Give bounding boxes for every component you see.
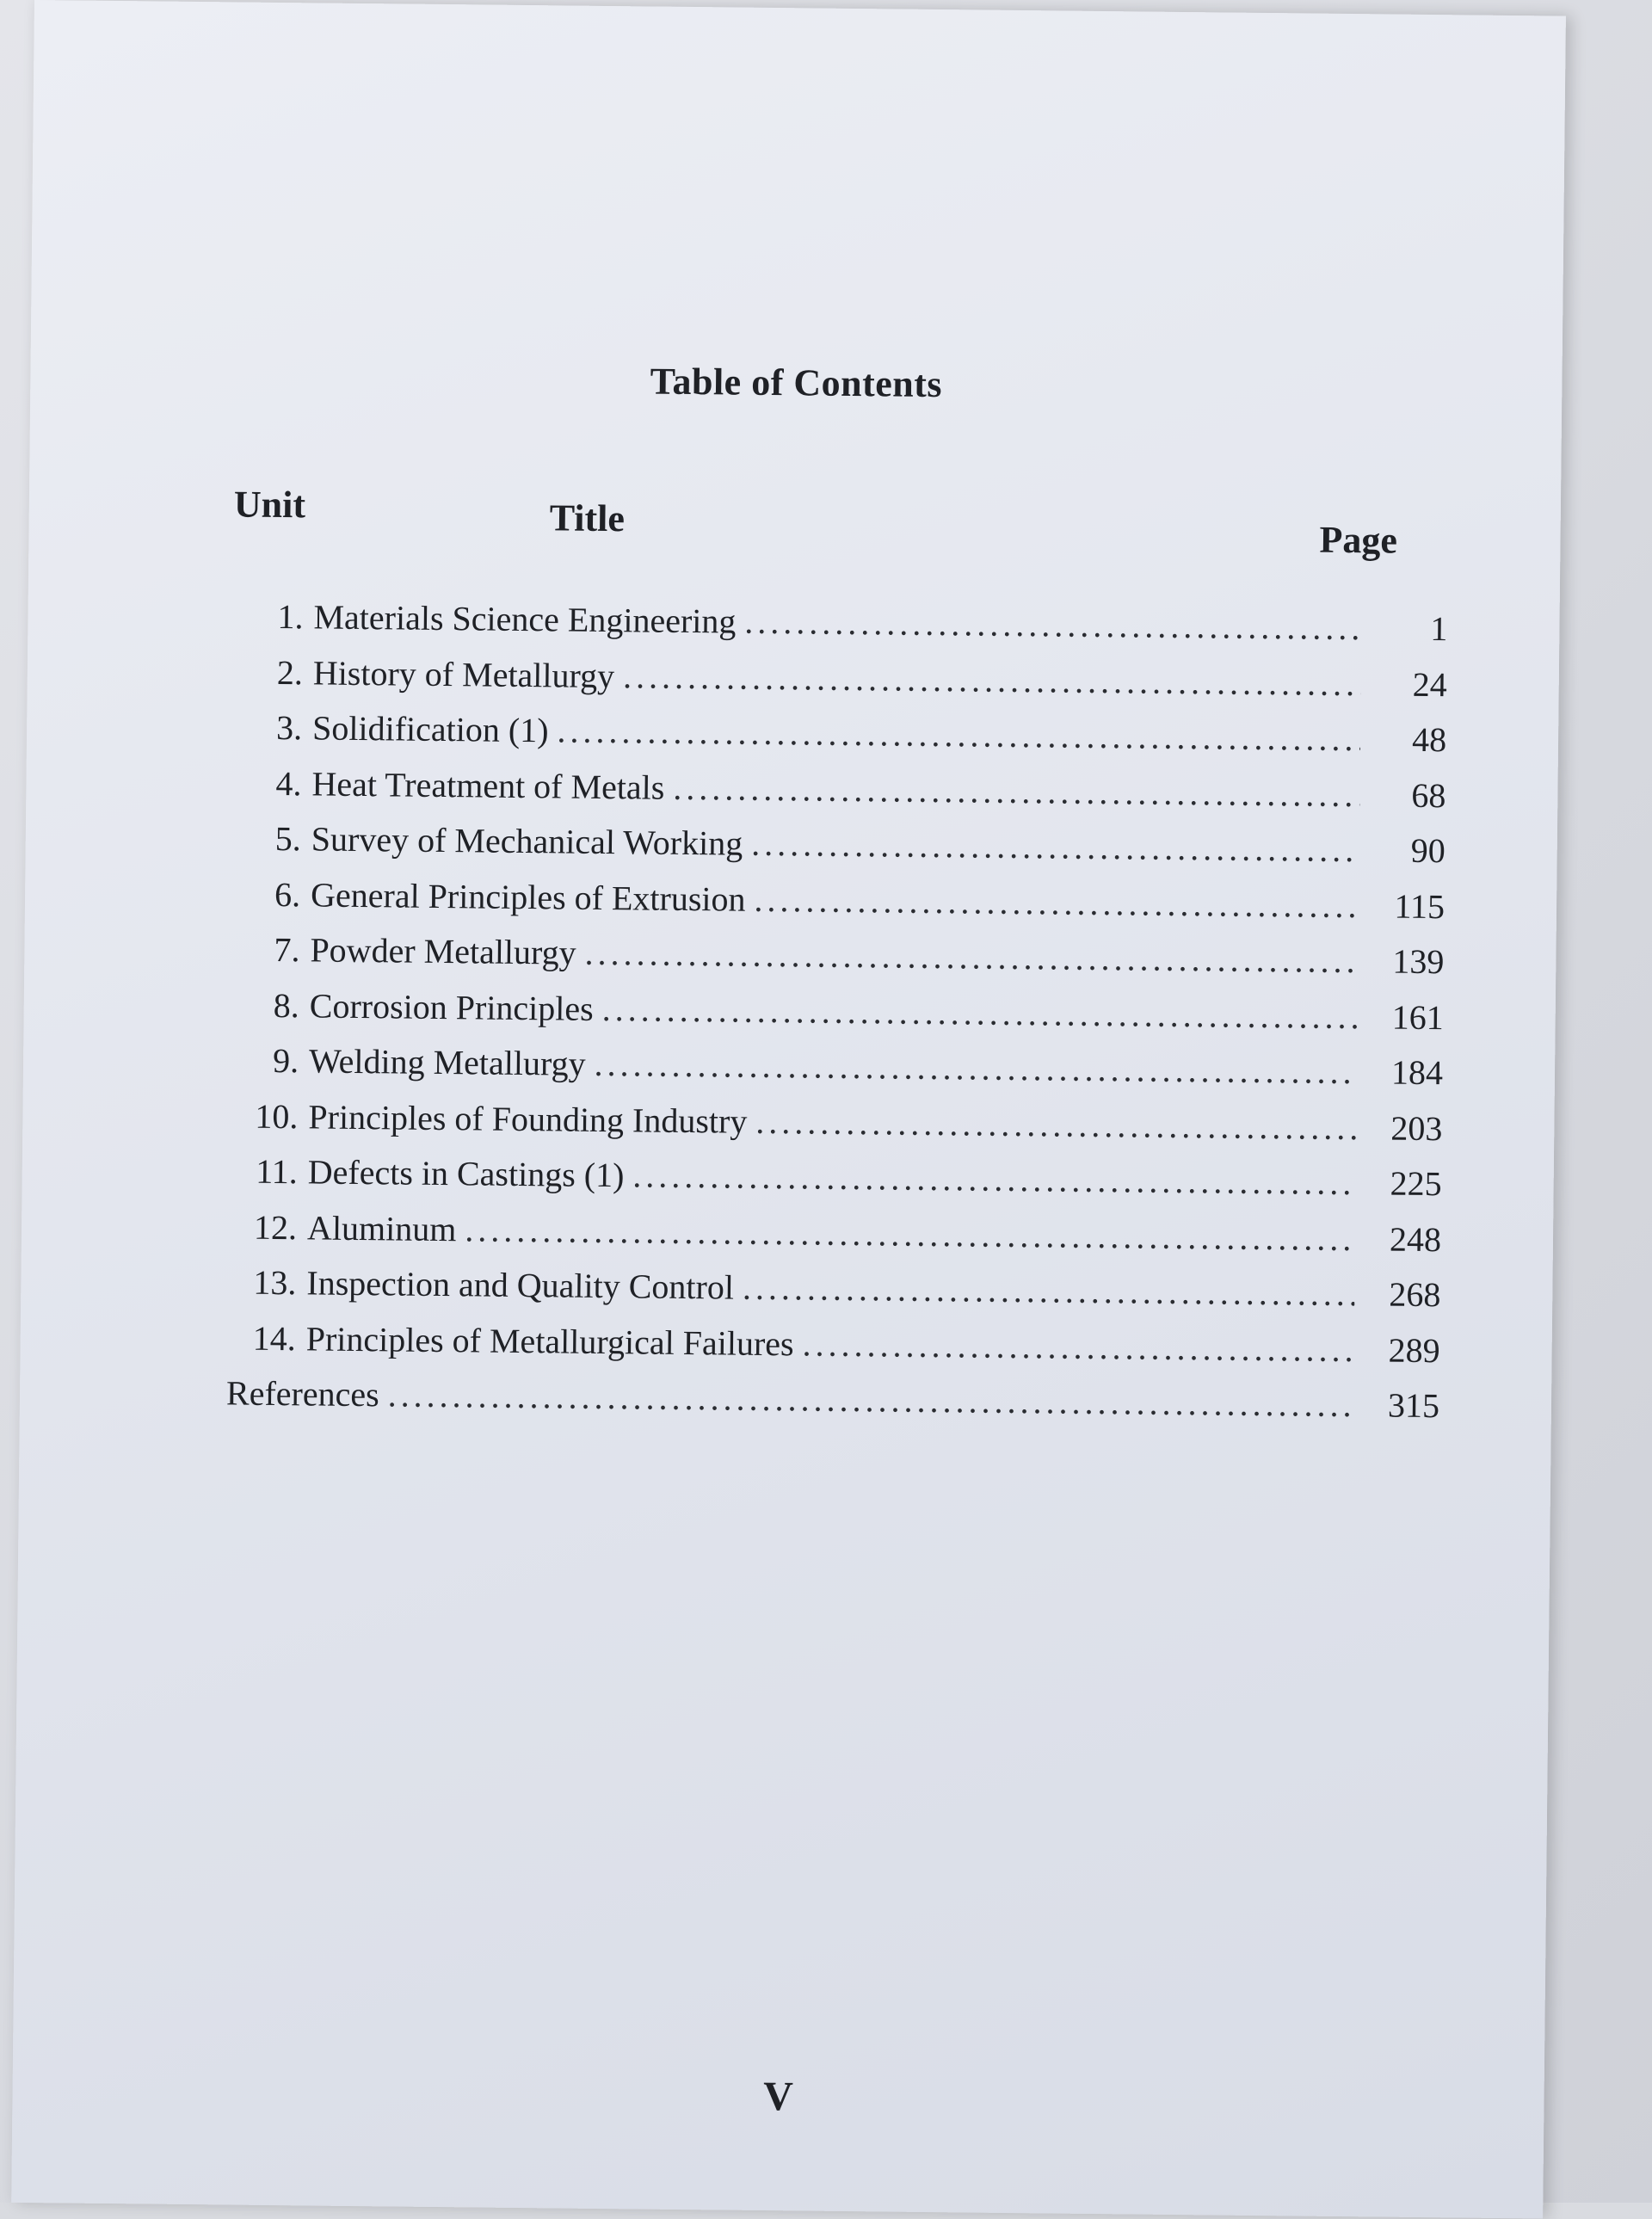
dot-leader: [673, 767, 1360, 814]
entry-title: Solidification (1): [311, 708, 549, 750]
entry-page: 90: [1410, 830, 1446, 871]
toc-list: [226, 595, 1448, 1440]
entry-number: 14.: [252, 1318, 296, 1358]
entry-page: 68: [1411, 775, 1446, 815]
entry-page: 24: [1412, 664, 1447, 704]
entry-title: Inspection and Quality Control: [306, 1263, 735, 1307]
entry-title: Materials Science Engineering: [313, 597, 737, 641]
toc-entry-references: [226, 1372, 1440, 1440]
entry-title: Principles of Metallurgical Failures: [305, 1318, 794, 1363]
entry-number: 11.: [256, 1151, 298, 1192]
document-page: [11, 0, 1566, 2218]
entry-page: 225: [1390, 1163, 1442, 1204]
page-title: Table of Contents: [650, 360, 943, 406]
column-header-page: Page: [1319, 518, 1398, 562]
entry-title: Powder Metallurgy: [310, 930, 576, 972]
page-numeral: V: [762, 2074, 794, 2120]
entry-title: Defects in Castings (1): [307, 1152, 625, 1195]
dot-leader: [802, 1323, 1354, 1370]
entry-number: 10.: [255, 1096, 299, 1136]
entry-number: 4.: [275, 763, 302, 803]
entry-title: General Principles of Extrusion: [310, 874, 746, 919]
column-header-unit: Unit: [233, 483, 306, 527]
entry-page: 268: [1389, 1274, 1441, 1315]
dot-leader: [743, 1267, 1355, 1314]
entry-number: 3.: [275, 707, 303, 748]
entry-page: 48: [1411, 719, 1447, 760]
entry-title: Heat Treatment of Metals: [311, 763, 665, 807]
entry-title: History of Metallurgy: [312, 652, 615, 695]
entry-number: 2.: [276, 652, 304, 692]
entry-number: 13.: [253, 1262, 297, 1303]
dot-leader: [557, 710, 1360, 759]
dot-leader: [744, 601, 1362, 649]
entry-number: 12.: [253, 1207, 298, 1247]
entry-page: 161: [1391, 997, 1444, 1037]
entry-page: 289: [1388, 1330, 1440, 1370]
references-title: References: [225, 1373, 379, 1415]
entry-title: Welding Metallurgy: [308, 1041, 586, 1083]
entry-page: 115: [1394, 886, 1446, 926]
references-page: 315: [1387, 1385, 1440, 1426]
dot-leader: [584, 933, 1358, 981]
dot-leader: [755, 1100, 1356, 1147]
entry-number: 7.: [274, 929, 300, 970]
dot-leader: [751, 823, 1359, 870]
entry-title: Principles of Founding Industry: [308, 1096, 748, 1141]
dot-leader: [594, 1044, 1357, 1092]
entry-page: 203: [1390, 1108, 1443, 1148]
dot-leader: [754, 878, 1359, 925]
entry-page: 184: [1390, 1052, 1444, 1093]
entry-title: Aluminum: [306, 1207, 457, 1248]
dot-leader: [632, 1155, 1356, 1203]
dot-leader: [623, 656, 1361, 704]
entry-page: 139: [1392, 941, 1445, 982]
entry-number: 9.: [272, 1040, 299, 1081]
entry-number: 6.: [274, 874, 301, 914]
dot-leader: [465, 1209, 1355, 1259]
entry-number: 5.: [274, 818, 302, 859]
column-header-title: Title: [549, 496, 626, 540]
entry-number: 8.: [273, 985, 300, 1025]
entry-title: Survey of Mechanical Working: [311, 819, 743, 863]
entry-number: 1.: [277, 596, 304, 637]
entry-page: 248: [1389, 1219, 1442, 1259]
entry-page: 1: [1430, 609, 1448, 649]
entry-title: Corrosion Principles: [309, 985, 594, 1028]
dot-leader: [602, 988, 1358, 1036]
